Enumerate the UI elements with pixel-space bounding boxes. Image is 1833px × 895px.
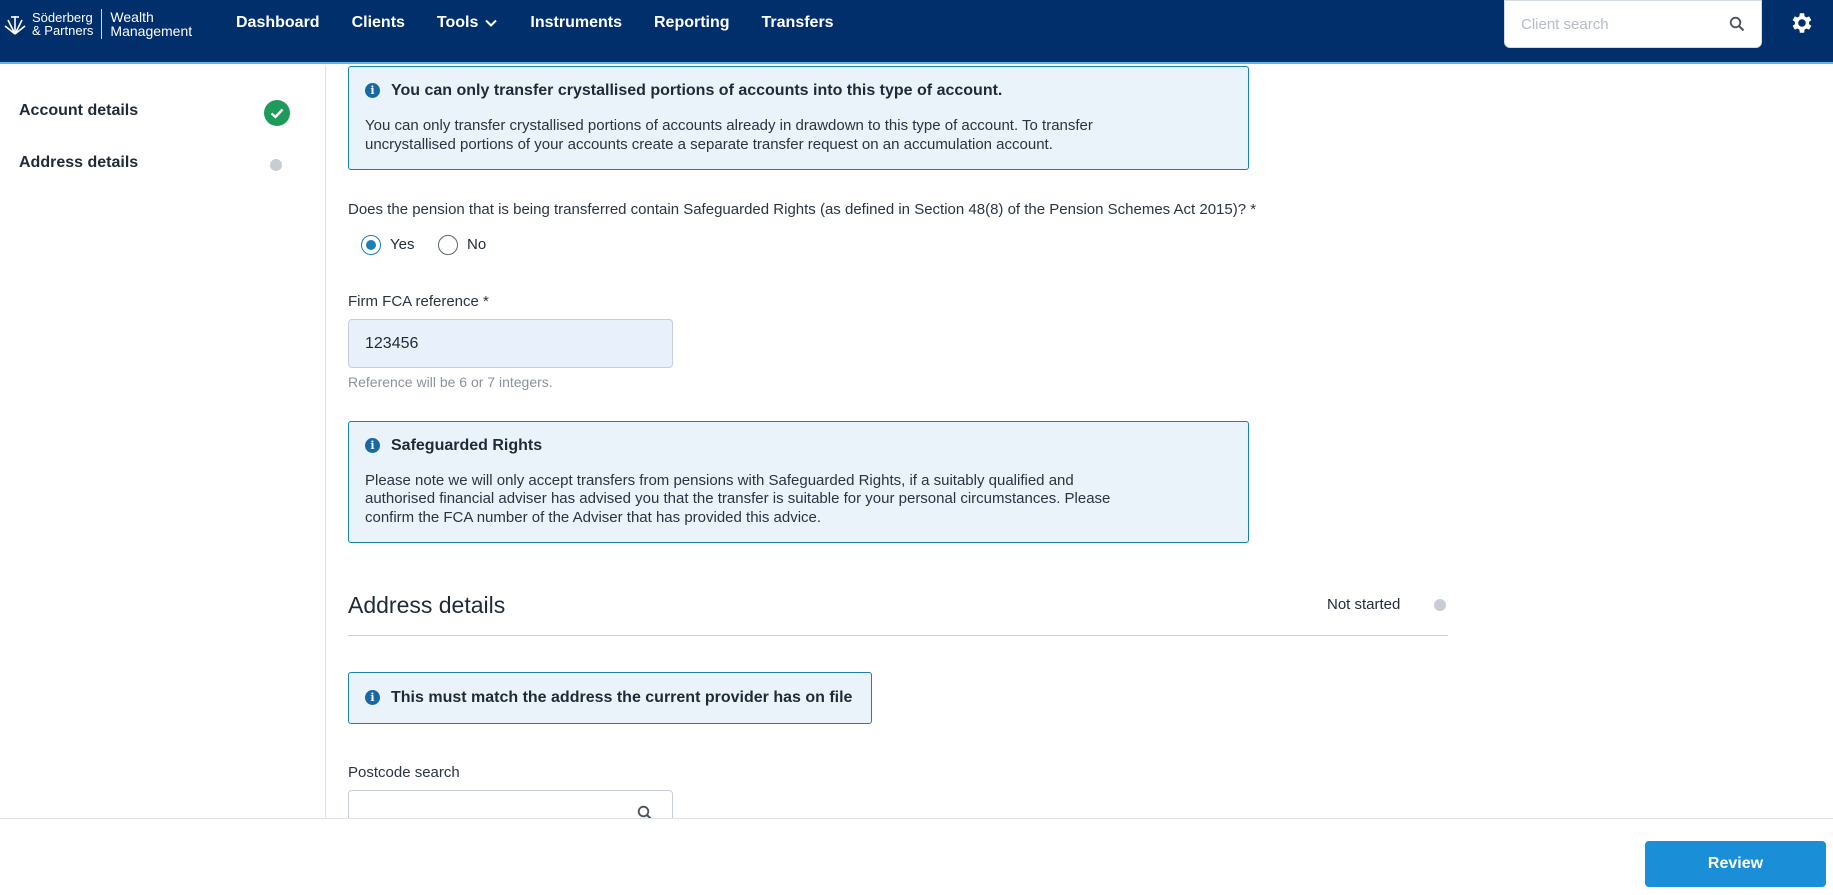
status-dot-not-started <box>1434 599 1446 611</box>
postcode-search-label: Postcode search <box>348 764 460 781</box>
crystallised-info-box <box>348 66 1249 170</box>
nav-instruments[interactable]: Instruments <box>530 14 622 31</box>
chevron-down-icon <box>484 16 498 30</box>
status-dot-not-started <box>270 159 282 171</box>
main-nav <box>236 0 866 46</box>
address-info-text: This must match the address the current provider has on file <box>391 689 853 706</box>
info-icon: i <box>365 438 380 453</box>
top-navigation-bar <box>0 0 1833 64</box>
fca-reference-label: Firm FCA reference * <box>348 293 489 310</box>
safeguarded-info-body-2: authorised financial adviser has advised you that the transfer is suitable for your personal circumstances. Please <box>365 490 1111 507</box>
nav-tools-label: Tools <box>436 14 479 31</box>
client-search-box <box>1504 0 1762 48</box>
safeguarded-info-body-3: confirm the FCA number of the Adviser that has provided this advice. <box>365 509 822 526</box>
address-section-title: Address details <box>348 592 506 618</box>
radio-yes[interactable] <box>361 235 381 255</box>
logo-brand-text <box>32 11 93 37</box>
nav-clients[interactable]: Clients <box>351 14 405 31</box>
info-icon: i <box>365 690 380 705</box>
nav-reporting[interactable]: Reporting <box>653 14 730 31</box>
logo-sub-line1: Wealth <box>110 9 154 25</box>
radio-no[interactable] <box>438 235 458 255</box>
crystallised-info-body-2: uncrystallised portions of your accounts create a separate transfer request on an accumulation account. <box>365 136 1053 153</box>
nav-dashboard[interactable]: Dashboard <box>236 14 320 31</box>
logo-divider <box>101 9 102 39</box>
safeguarded-info-box <box>348 421 1249 543</box>
nav-transfers[interactable]: Transfers <box>761 14 834 31</box>
company-logo[interactable] <box>4 8 192 40</box>
sidebar-item-address-details[interactable]: Address details <box>19 154 139 171</box>
gear-icon[interactable] <box>1788 10 1814 36</box>
address-info-box <box>348 672 872 724</box>
section-divider <box>348 635 1448 636</box>
radio-yes-label[interactable]: Yes <box>390 236 415 253</box>
sunburst-logo-icon <box>4 12 26 36</box>
search-icon[interactable] <box>1729 16 1745 32</box>
logo-sub-text <box>110 10 192 38</box>
fca-reference-input[interactable] <box>348 319 673 368</box>
logo-sub-line2: Management <box>110 23 193 39</box>
logo-brand-line2: & Partners <box>32 23 94 38</box>
safeguarded-info-title: Safeguarded Rights <box>391 437 543 454</box>
checkmark-icon <box>264 100 290 126</box>
safeguarded-info-body-1: Please note we will only accept transfers from pensions with Safeguarded Rights, if a suitably qualified and <box>365 472 1074 489</box>
logo-brand-line1: Söderberg <box>32 10 93 25</box>
nav-tools[interactable] <box>437 14 498 32</box>
progress-sidebar <box>0 66 326 818</box>
fca-reference-hint: Reference will be 6 or 7 integers. <box>348 374 553 390</box>
check-circle-icon <box>264 100 290 126</box>
sidebar-item-account-details[interactable]: Account details <box>19 102 139 119</box>
radio-no-label[interactable]: No <box>467 236 487 253</box>
crystallised-info-title: You can only transfer crystallised portions of accounts into this type of account. <box>391 82 1003 99</box>
client-search-input[interactable] <box>1521 16 1729 33</box>
crystallised-info-body-1: You can only transfer crystallised portions of accounts already in drawdown to this type of account. To transfer <box>365 117 1093 134</box>
form-footer <box>0 818 1833 895</box>
address-section-status: Not started <box>1327 596 1401 613</box>
info-icon: i <box>365 83 380 98</box>
review-button[interactable]: Review <box>1645 841 1826 887</box>
safeguarded-rights-question: Does the pension that is being transferred contain Safeguarded Rights (as defined in Section 48(8) of the Pension Schemes Act 2015)? * <box>348 201 1257 218</box>
